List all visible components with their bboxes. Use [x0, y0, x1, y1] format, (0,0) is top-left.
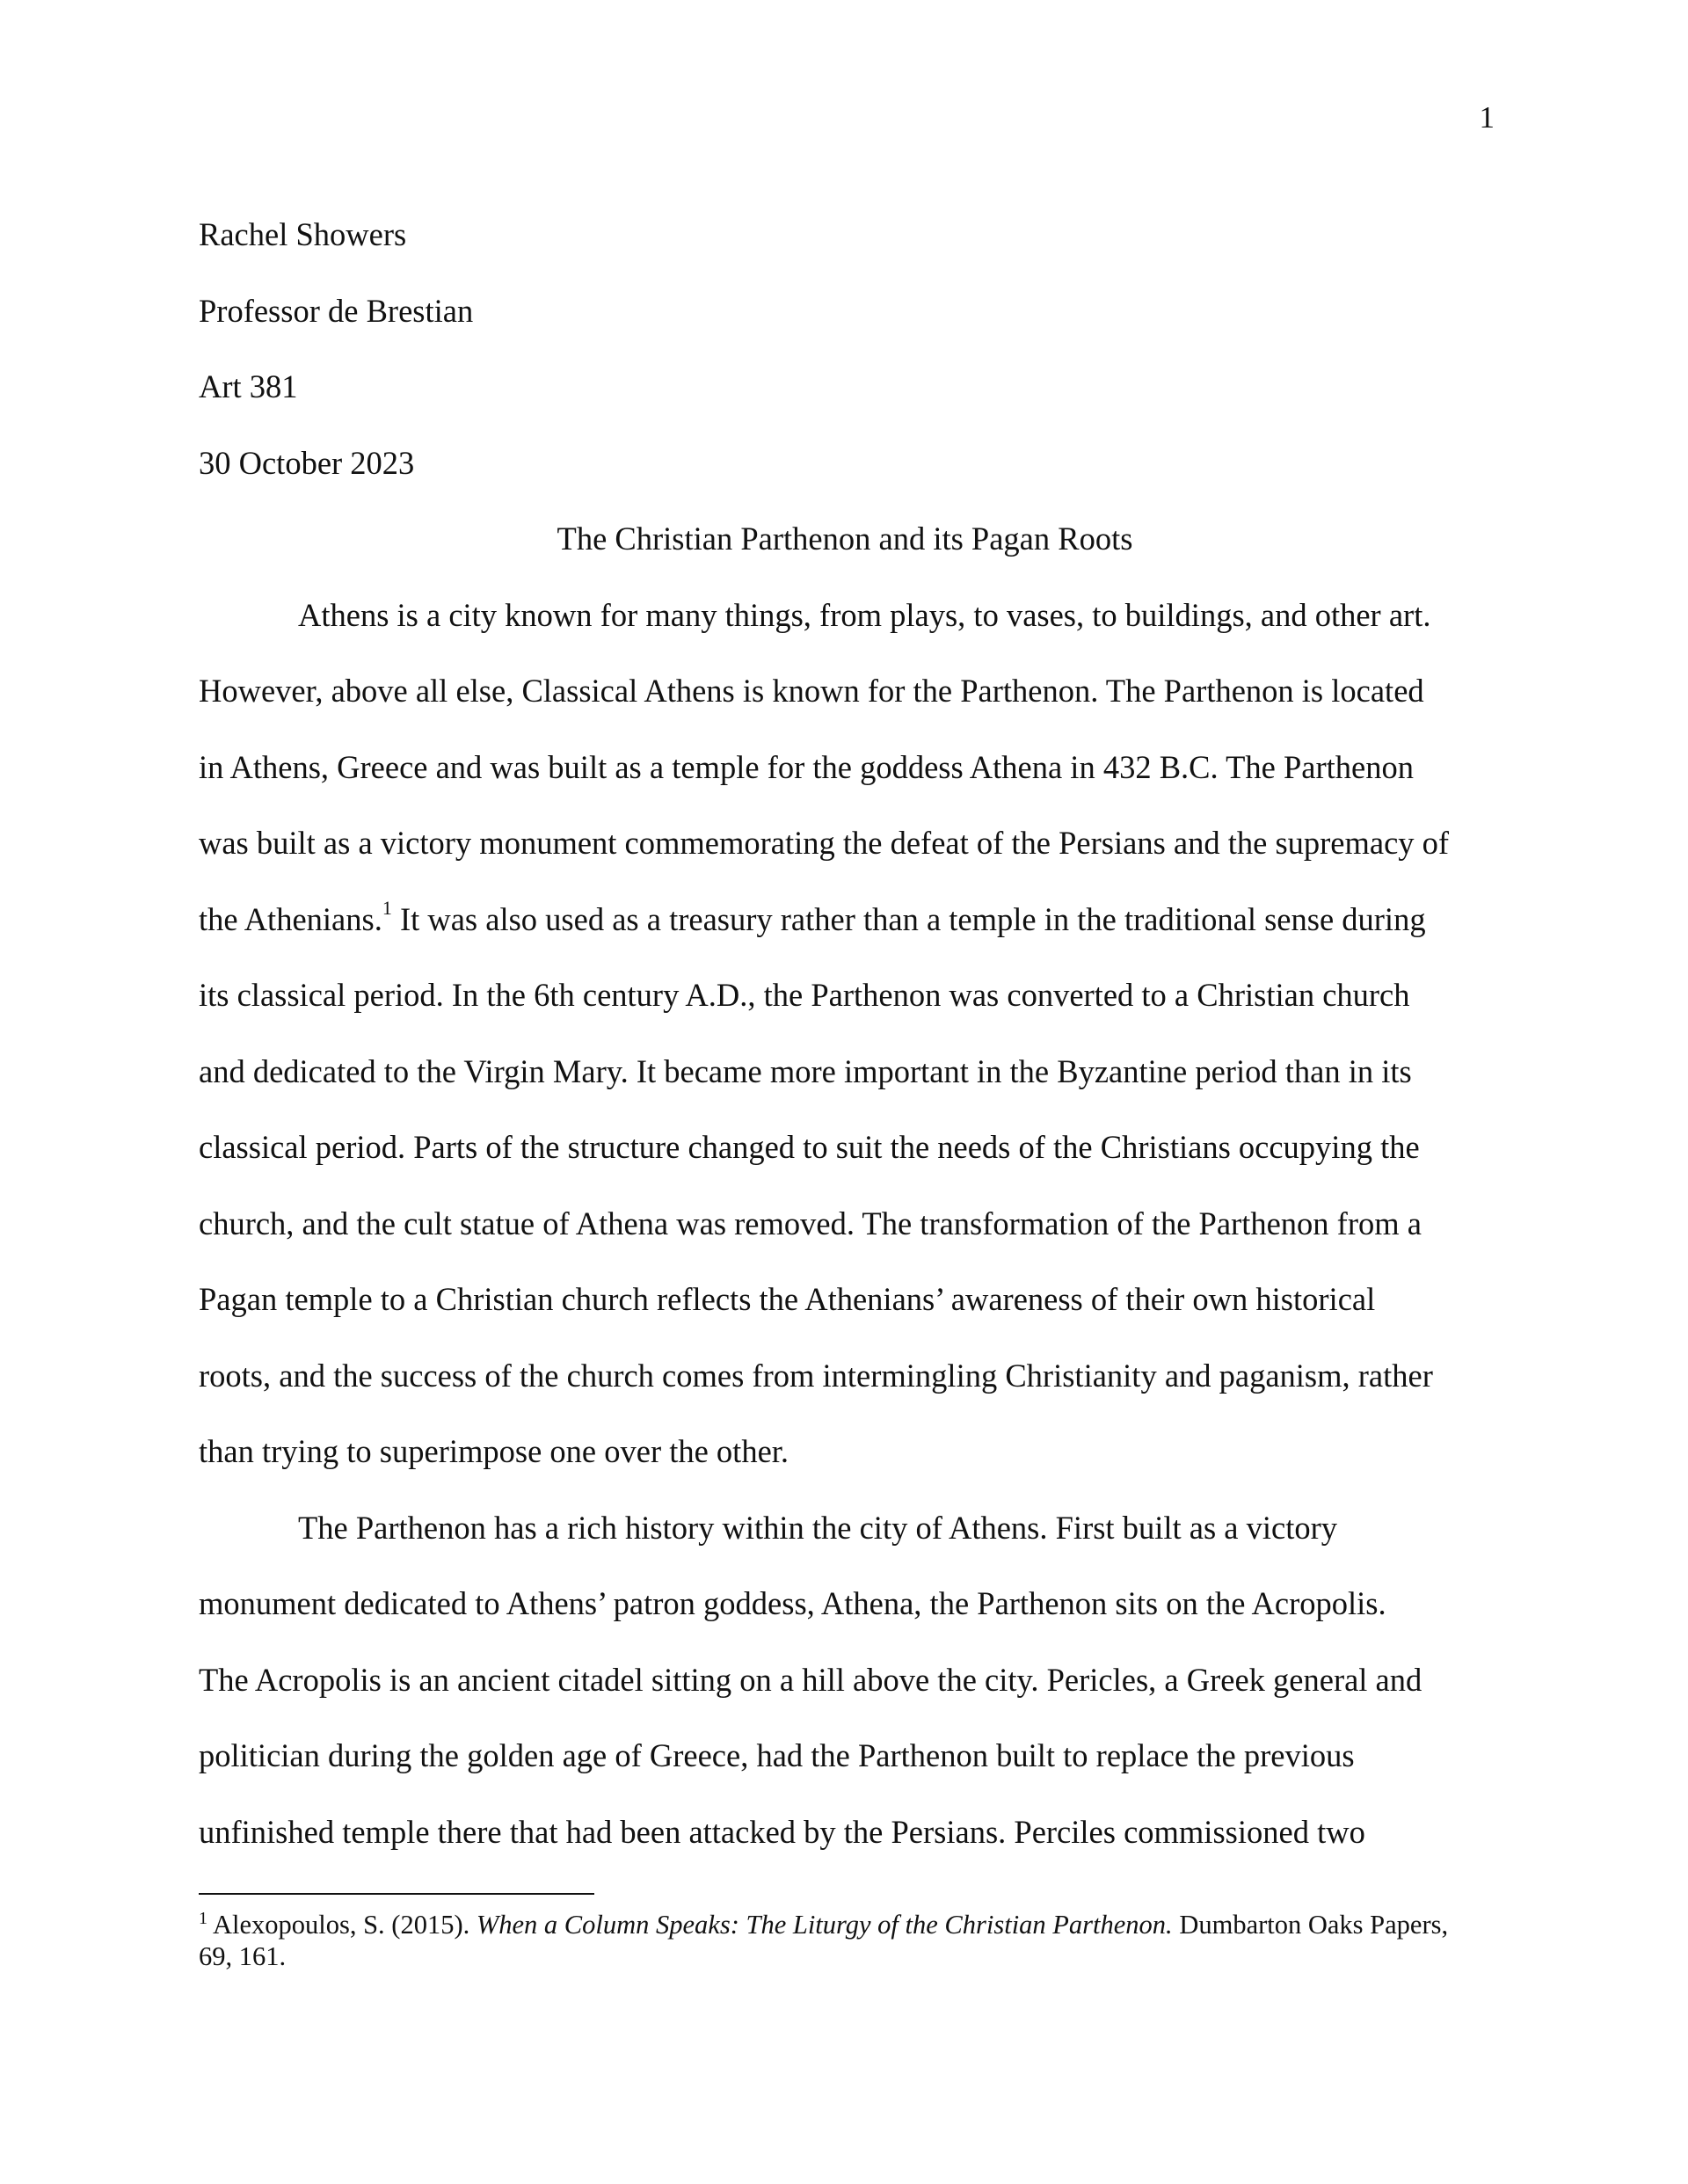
paragraph-line: its classical period. In the 6th century A.D., the Parthenon was converted to a Christian church — [199, 977, 1410, 1013]
paragraph-line: was built as a victory monument commemorating the defeat of the Persians and the supremacy of — [199, 825, 1450, 861]
footnote-text: Dumbarton Oaks Papers, — [1172, 1910, 1449, 1940]
paragraph-2 — [199, 1490, 1491, 1871]
footnote-reference[interactable]: 1 — [382, 897, 392, 920]
paragraph-line: than trying to superimpose one over the other. — [199, 1433, 789, 1469]
document-title: The Christian Parthenon and its Pagan Roots — [557, 521, 1133, 557]
footnote-text: Alexopoulos, S. (2015). — [207, 1910, 477, 1940]
paragraph-line: church, and the cult statue of Athena was removed. The transformation of the Parthenon from a — [199, 1205, 1422, 1241]
paragraph-line: unfinished temple there that had been attacked by the Persians. Perciles commissioned two — [199, 1813, 1365, 1850]
footnote-separator — [199, 1893, 594, 1895]
paragraph-line: politician during the golden age of Greece, had the Parthenon built to replace the previous — [199, 1737, 1355, 1773]
paragraph-line: Athens is a city known for many things, from plays, to vases, to buildings, and other art. — [298, 596, 1431, 633]
paragraph-line: However, above all else, Classical Athens is known for the Parthenon. The Parthenon is located — [199, 673, 1424, 709]
paragraph-line: classical period. Parts of the structure changed to suit the needs of the Christians occupying the — [199, 1129, 1420, 1165]
footnote-line: 69, 161. — [199, 1941, 287, 1971]
professor-name: Professor de Brestian — [199, 292, 474, 329]
footnote-number: 1 — [199, 1908, 207, 1928]
paragraph-line: The Acropolis is an ancient citadel sitting on a hill above the city. Pericles, a Greek general and — [199, 1661, 1422, 1698]
paragraph-1 — [199, 578, 1491, 1490]
footnote — [199, 1909, 1500, 1972]
footnote-line — [199, 1909, 1500, 1940]
footnote-source-title: When a Column Speaks: The Liturgy of the Christian Parthenon. — [476, 1910, 1173, 1940]
document-date: 30 October 2023 — [199, 444, 415, 481]
author-name: Rachel Showers — [199, 216, 407, 252]
paragraph-line: The Parthenon has a rich history within the city of Athens. First built as a victory — [298, 1509, 1337, 1546]
paragraph-line: Pagan temple to a Christian church reflects the Athenians’ awareness of their own historical — [199, 1281, 1376, 1317]
paragraph-line: monument dedicated to Athens’ patron goddess, Athena, the Parthenon sits on the Acropolis. — [199, 1585, 1386, 1621]
line-text: the Athenians. — [199, 900, 382, 937]
line-text: It was also used as a treasury rather than a temple in the traditional sense during — [391, 900, 1426, 937]
paragraph-line: and dedicated to the Virgin Mary. It became more important in the Byzantine period than in its — [199, 1052, 1412, 1089]
course-name: Art 381 — [199, 368, 298, 404]
paragraph-line: roots, and the success of the church comes from intermingling Christianity and paganism, rather — [199, 1357, 1433, 1394]
page-number: 1 — [1479, 100, 1495, 135]
document-body — [199, 197, 1491, 1870]
paragraph-line — [199, 882, 1491, 958]
paragraph-line: in Athens, Greece and was built as a temple for the goddess Athena in 432 B.C. The Parthenon — [199, 748, 1414, 785]
